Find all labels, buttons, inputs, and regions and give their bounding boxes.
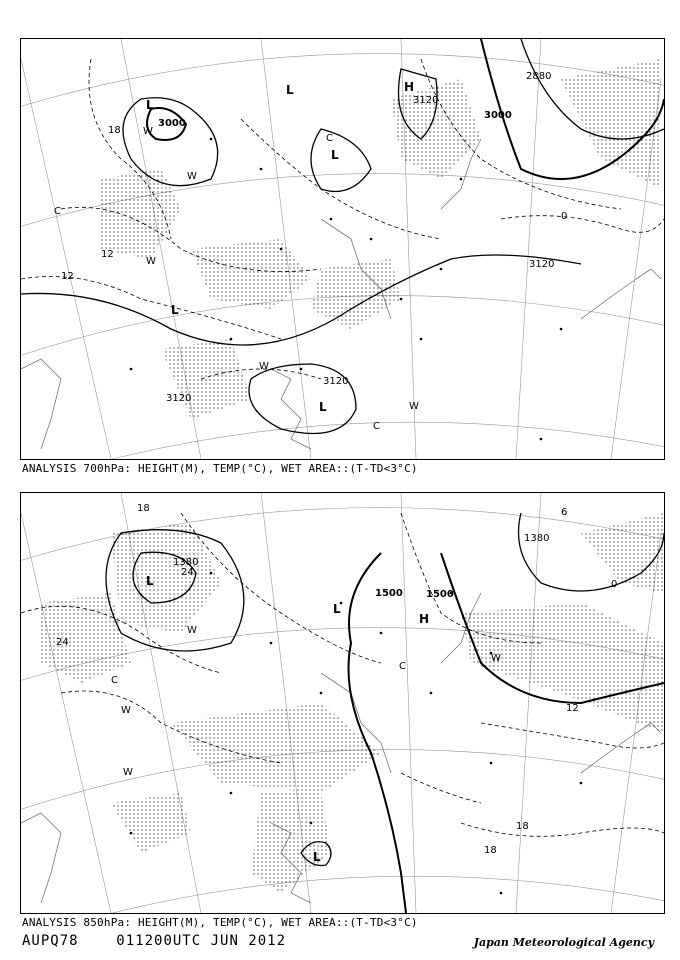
low-label: L xyxy=(313,850,321,864)
height-label: 1500 xyxy=(375,588,403,599)
wet-areas xyxy=(101,59,661,419)
temp-label: 18 xyxy=(516,821,529,832)
low-label: L xyxy=(171,303,179,317)
map-700hpa-drawing xyxy=(21,39,664,459)
temp-label: W xyxy=(121,705,131,716)
height-label: 1380 xyxy=(173,557,199,568)
low-label: L xyxy=(146,98,154,112)
temp-label: C xyxy=(373,421,380,432)
height-label: 1500 xyxy=(426,589,454,600)
temp-label: 18 xyxy=(137,503,150,514)
temp-label: W xyxy=(491,653,501,664)
temp-label: C xyxy=(399,661,406,672)
temp-label: 18 xyxy=(484,845,497,856)
temp-label: W xyxy=(143,126,153,137)
temp-label: W xyxy=(187,625,197,636)
caption-850hpa: ANALYSIS 850hPa: HEIGHT(M), TEMP(°C), WET AREA::(T-TD<3°C) xyxy=(22,916,418,929)
temp-label: C xyxy=(326,133,333,144)
height-label: 3000 xyxy=(484,110,512,121)
temp-label: W xyxy=(123,767,133,778)
low-label: L xyxy=(319,400,327,414)
agency-name: Japan Meteorological Agency xyxy=(473,936,654,949)
temp-label: W xyxy=(409,401,419,412)
height-label: 3120 xyxy=(323,376,349,387)
temp-label: 24 xyxy=(56,637,69,648)
low-label: L xyxy=(286,83,294,97)
chart-id: AUPQ78 xyxy=(22,933,79,949)
valid-time: 011200UTC JUN 2012 xyxy=(116,933,287,949)
low-label: L xyxy=(331,148,339,162)
temp-label: C xyxy=(54,206,61,217)
temp-label: 0 xyxy=(611,579,618,590)
height-label: 1380 xyxy=(524,533,550,544)
height-labels xyxy=(173,533,549,600)
temp-label: 24 xyxy=(181,567,194,578)
temp-label: W xyxy=(146,256,156,267)
temp-label: 12 xyxy=(566,703,579,714)
temp-label: 18 xyxy=(108,125,121,136)
caption-700hpa: ANALYSIS 700hPa: HEIGHT(M), TEMP(°C), WET AREA::(T-TD<3°C) xyxy=(22,462,418,475)
temp-label: W xyxy=(187,171,197,182)
height-label: 3120 xyxy=(529,259,555,270)
height-label: 3120 xyxy=(166,393,192,404)
height-label: 3000 xyxy=(158,118,186,129)
low-label: L xyxy=(146,574,154,588)
chart-header xyxy=(22,933,286,949)
temp-label: W xyxy=(259,361,269,372)
map-850hpa xyxy=(20,492,665,914)
temp-label: 12 xyxy=(61,271,74,282)
high-label: H xyxy=(419,612,430,626)
height-label: 2880 xyxy=(526,71,552,82)
height-label: 3120 xyxy=(413,95,439,106)
low-label: L xyxy=(333,602,341,616)
map-700hpa xyxy=(20,38,665,460)
temp-label: C xyxy=(111,675,118,686)
high-label: H xyxy=(404,80,415,94)
temp-label: 12 xyxy=(101,249,114,260)
temp-label: 0 xyxy=(561,211,568,222)
map-850hpa-drawing xyxy=(21,493,664,913)
temp-label: 6 xyxy=(561,507,568,518)
temperature-labels xyxy=(54,125,567,432)
